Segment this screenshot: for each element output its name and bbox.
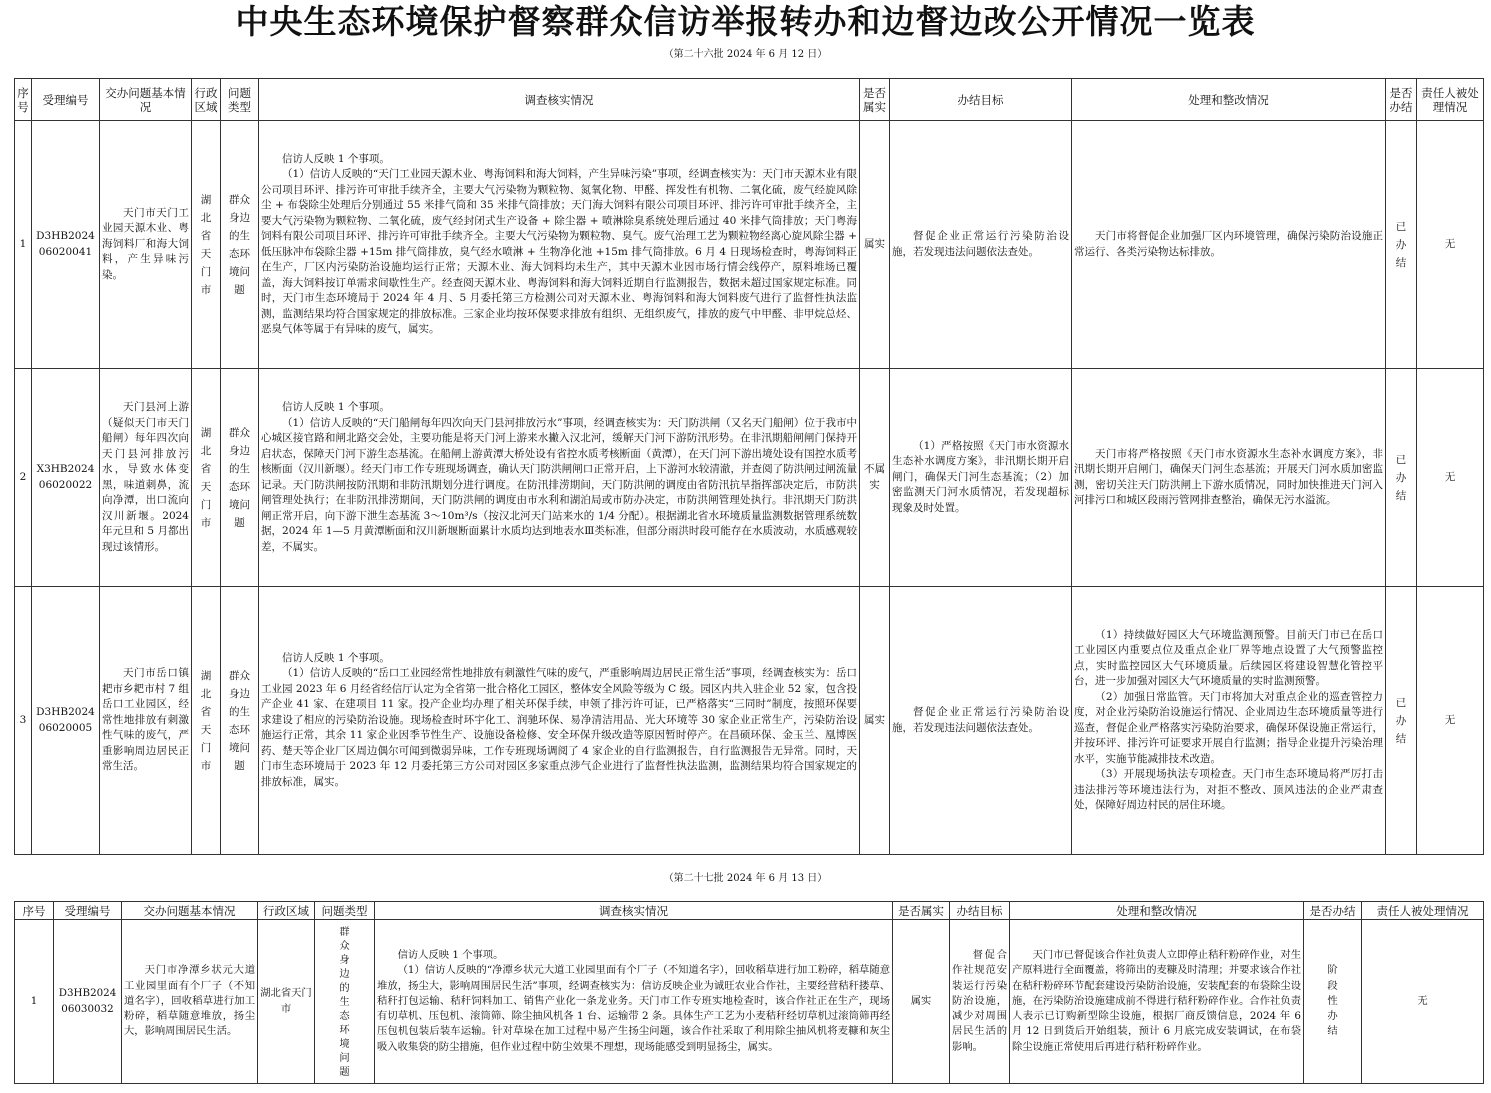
row-investigation xyxy=(259,369,860,587)
row-goal xyxy=(890,121,1072,369)
row-issue xyxy=(100,587,192,855)
batch-26-subtitle: （第二十六批 2024 年 6 月 12 日） xyxy=(663,49,828,60)
header-issue: 交办问题基本情况 xyxy=(100,79,192,121)
goal-text: 督促企业正常运行污染防治设施，若发现违法问题依法查处。 xyxy=(892,230,1069,258)
row-closed: 阶段性办结 xyxy=(1304,920,1362,1084)
header-verified: 是否属实 xyxy=(860,79,890,121)
row-goal xyxy=(890,587,1072,855)
row-goal xyxy=(950,920,1010,1084)
header-no: 序号 xyxy=(15,902,54,920)
investigation-para: （1）信访人反映的“天门工业园天源木业、粤海饲料和海大饲料，产生异味污染”事项，经调查核实为：天门市天源木业有限公司项目环评、排污许可审批手续齐全，主要大气污染物为颗粒物、氮氧化物、甲醛、挥发性有机物、二氧化硫，废气经旋风除尘 + 布袋除尘处理后分别通过 55 米排气筒和 35 米排气筒排放；天门海大饲料有限公司项目环评、排污许可审批手续齐全，主要大气污染物为颗粒物、二氧化硫，废气经封闭式生产设备 + 除尘器 + 喷淋除臭系统处理后通过 40 米排气筒排放；天门粤海饲料有限公司项目环评、排污许可审批手续齐全。主要大气污染物为颗粒物、臭气。废气治理工艺为颗粒物经离心旋风除尘器 + 低压脉冲布袋除尘器 +15m 排气筒排放，臭气经水喷淋 + 生物净化池 +15m 排气筒排放。6 月 4 日现场检查时，粤海饲料正在生产，厂区内污染防治设施均运行正常；天源木业、海大饲料均未生产，其中天源木业因市场行情会线停产，原料堆场已覆盖，海大饲料按订单需求间歇性生产。经查阅天源木业、粤海饲料和海大饲料近期自行监测报告，数据未超过国家规定标准。同时，天门市生态环境局于 2024 年 4 月、5 月委托第三方检测公司对天源木业、粤海饲料和海大饲料废气进行了监督性执法监测，监测结果均符合国家规定的排放标准。三家企业均按环保要求排放有组织、无组织废气，排放的废气中甲醛、非甲烷总烃、恶臭气体等属于有异味的废气，属实。 xyxy=(261,168,857,335)
header-region: 行政区域 xyxy=(258,902,315,920)
row-id: D3HB202406020005 xyxy=(32,587,100,855)
row-goal xyxy=(890,369,1072,587)
issue-text: 天门市天门工业园天源木业、粤海饲料厂和海大饲料，产生异味污染。 xyxy=(102,206,189,281)
handling-para: （3）开展现场执法专项检查。天门市生态环境局将严厉打击违法排污等环境违法行为，对拒不整改、顶风违法的企业严肃查处，保障好周边村民的居住环境。 xyxy=(1074,768,1383,811)
investigation-para: （1）信访人反映的“岳口工业园经常性地排放有刺激性气味的废气，严重影响周边居民正常生活”事项，经调查核实为：岳口工业园 2023 年 6 月经省经信厅认定为全省第一批合格化工园区，整体安全风险等级为 C 级。园区内共入驻企业 52 家，包含投产企业 41 家、在建项目 11 家。投产企业均办理了相关环保手续，申领了排污许可证，已严格落实“三同时”制度，按照环保要求建设了相应的污染防治设施。现场检查时环宇化工、润驰环保、易净清洁用品、光大环境等 30 家企业正常生产，污染防治设施运行正常，其余 11 家企业因季节性生产、设施设备检修、安全环保升级改造等原因暂时停产。在昌硕环保、金玉兰、凰博医药、楚天等企业厂区周边偶尔可闻到微弱异味，工作专班现场调阅了 4 家企业的自行监测报告，自行监测报告无异常。同时，天门市生态环境局于 2023 年 12 月委托第三方公司对园区多家重点涉气企业进行了监督性执法监测，监测结果均符合国家规定的排放标准，属实。 xyxy=(261,667,857,788)
header-type: 问题类型 xyxy=(221,79,259,121)
handling-para: （2）加强日常监管。天门市将加大对重点企业的巡查管控力度，对企业污染防治设施运行情况、企业周边生态环境质量等进行巡查，督促企业严格落实污染防治要求，确保环保设施正常运行，并按环评、排污许可证要求开展自行监测；指导企业提升污染治理水平，实施节能减排技术改造。 xyxy=(1074,690,1383,765)
investigation-para: （1）信访人反映的“净潭乡状元大道工业园里面有个厂子（不知道名字），回收稻草进行加工粉碎，稻草随意堆放，扬尘大，影响周围居民生活”事项，经调查核实为：信访反映企业为诚旺农业合作社，主要经营秸秆搂草、秸秆打包运输、秸秆饲料加工、销售产业化一条龙业务。天门市工作专班实地检查时，该合作社正在生产，现场有切草机、压包机、滚筒筛、除尘抽风机各 1 台、运输带 2 条。具体生产工艺为小麦秸秆经切草机过滚筒筛再经压包机包装后装车运输。针对草垛在加工过程中易产生扬尘问题，该合作社采取了利用除尘抽风机将麦糠和灰尘吸入收集袋的防尘措施，但作业过程中防尘效果不理想，现场能感受到明显扬尘，属实。 xyxy=(377,964,890,1053)
header-handling: 处理和整改情况 xyxy=(1010,902,1304,920)
table-row xyxy=(15,121,1484,369)
row-issue xyxy=(100,369,192,587)
header-no: 序号 xyxy=(15,79,32,121)
row-region: 湖北省天门市 xyxy=(192,121,221,369)
header-handling: 处理和整改情况 xyxy=(1072,79,1386,121)
batch-27-subtitle: （第二十七批 2024 年 6 月 13 日） xyxy=(663,873,828,884)
row-region: 湖北省天门市 xyxy=(192,369,221,587)
row-no: 1 xyxy=(15,920,54,1084)
row-no: 3 xyxy=(15,587,32,855)
header-goal: 办结目标 xyxy=(890,79,1072,121)
header-issue: 交办问题基本情况 xyxy=(122,902,258,920)
header-region: 行政区域 xyxy=(192,79,221,121)
header-id: 受理编号 xyxy=(32,79,100,121)
investigation-para: 信访人反映 1 个事项。 xyxy=(397,948,504,961)
handling-para: 天门市已督促该合作社负责人立即停止秸秆粉碎作业，对生产原料进行全面覆盖，将筛出的麦糠及时清理；并要求该合作社在秸秆粉碎环节配套建设污染防治设施，安装配套的布袋除尘设施，在污染防治设施建成前不得进行秸秆粉碎作业。合作社负责人表示已订购新型除尘设施，根据厂商反馈信息，2024 年 6 月 12 日到货后开始组装，预计 6 月底完成安装调试，在布袋除尘设施正常使用后再进行秸秆粉碎作业。 xyxy=(1012,948,1301,1053)
row-handling xyxy=(1010,920,1304,1084)
batch-26-table xyxy=(14,78,1484,855)
header-investigation: 调查核实情况 xyxy=(375,902,893,920)
goal-text: （1）严格按照《天门市水资源水生态补水调度方案》，非汛期长期开启闸门，确保天门河生态基流；（2）加密监测天门河水质情况，若发现超标现象及时处置。 xyxy=(892,439,1069,514)
row-no: 2 xyxy=(15,369,32,587)
table-row xyxy=(15,369,1484,587)
row-investigation xyxy=(259,587,860,855)
row-verified: 属实 xyxy=(860,587,890,855)
handling-para: （1）持续做好园区大气环境监测预警。目前天门市已在岳口工业园区内重要点位及重点企业厂界等地点设置了大气预警监控点，实时监控园区大气环境质量。后续园区将建设智慧化管控平台，进一步加强对园区大气环境质量的实时监测预警。 xyxy=(1074,628,1383,687)
header-id: 受理编号 xyxy=(54,902,122,920)
issue-text: 天门县河上游（疑似天门市天门船闸）每年四次向天门县河排放污水，导致水体变黑，味道刺鼻，流向净潭，出口流向汉川新堰。2024 年元旦和 5 月都出现过该情形。 xyxy=(102,401,189,553)
row-type: 群众身边的生态环境问题 xyxy=(221,369,259,587)
header-closed: 是否办结 xyxy=(1386,79,1417,121)
goal-text: 督促企业正常运行污染防治设施，若发现违法问题依法查处。 xyxy=(892,706,1069,734)
row-punish: 无 xyxy=(1417,369,1484,587)
header-punish: 责任人被处理情况 xyxy=(1362,902,1484,920)
goal-text: 督促合作社规范安装运行污染防治设施，减少对周围居民生活的影响。 xyxy=(952,948,1007,1053)
row-punish: 无 xyxy=(1362,920,1484,1084)
row-handling xyxy=(1072,369,1386,587)
row-handling xyxy=(1072,587,1386,855)
row-type: 群众身边的生态环境问题 xyxy=(221,587,259,855)
issue-text: 天门市岳口镇耙市乡耙市村 7 组岳口工业园区，经常性地排放有刺激性气味的废气，严重影响周边居民正常生活。 xyxy=(102,667,189,773)
header-closed: 是否办结 xyxy=(1304,902,1362,920)
investigation-para: （1）信访人反映的“天门船闸每年四次向天门县河排放污水”事项，经调查核实为：天门防洪闸（又名天门船闸）位于我市中心城区接官路和闸北路交会处，主要功能是将天门河上游来水撇入汉北河，缓解天门河下游防汛形势。在非汛期船闸闸门保持开启状态，保障天门河下游生态基流。在船闸上游黄潭大桥处设有省控水质考核断面（黄潭），在天门河下游出境处设有国控水质考核断面（汉川新堰）。经天门市工作专班现场调查，确认天门防洪闸闸口正常开启，上下游河水较清澈，并查阅了防洪闸过闸流量记录。天门防洪闸按防汛期和非防汛期划分进行调度。在防汛排涝期间，天门防洪闸的调度由省防汛抗旱指挥部决定后，市防洪闸管理处执行；在非防汛排涝期间，天门防洪闸的调度由市水利和湖泊局或市防办决定，市防洪闸管理处执行。非汛期天门防洪闸正常开启，向下游下泄生态基流 3～10m³/s（按汉北河天门站来水的 1/4 分配）。根据湖北省水环境质量监测数据管理系统数据，2024 年 1—5 月黄潭断面和汉川新堰断面累计水质均达到地表水Ⅲ类标准，但部分雨洪时段可能存在水质波动，水质感观较差，不属实。 xyxy=(261,416,857,553)
row-verified: 属实 xyxy=(860,121,890,369)
table-row xyxy=(15,920,1484,1084)
row-id: X3HB202406020022 xyxy=(32,369,100,587)
row-issue xyxy=(100,121,192,369)
header-type: 问题类型 xyxy=(315,902,375,920)
row-closed: 已办结 xyxy=(1386,369,1417,587)
handling-para: 天门市将严格按照《天门市水资源水生态补水调度方案》，非汛期长期开启闸门，确保天门河生态基流；开展天门河水质加密监测，密切关注天门防洪闸上下游水质情况，同时加快推进天门河入河排污口和城区段雨污管网排查整治，确保无污水溢流。 xyxy=(1074,447,1383,506)
page-title: 中央生态环境保护督察群众信访举报转办和边督边改公开情况一览表 xyxy=(235,2,1256,41)
handling-para: 天门市将督促企业加强厂区内环境管理，确保污染防治设施正常运行、各类污染物达标排放。 xyxy=(1074,230,1383,258)
table-header-row xyxy=(15,79,1484,121)
row-investigation xyxy=(375,920,893,1084)
row-punish: 无 xyxy=(1417,121,1484,369)
table-header-row xyxy=(15,902,1484,920)
batch-27-table xyxy=(14,901,1484,1084)
header-verified: 是否属实 xyxy=(893,902,950,920)
row-type: 群众身边的生态环境问题 xyxy=(221,121,259,369)
investigation-para: 信访人反映 1 个事项。 xyxy=(282,651,390,664)
investigation-para: 信访人反映 1 个事项。 xyxy=(282,401,390,413)
row-verified: 属实 xyxy=(893,920,950,1084)
header-investigation: 调查核实情况 xyxy=(259,79,860,121)
table-row xyxy=(15,587,1484,855)
row-id: D3HB202406020041 xyxy=(32,121,100,369)
row-region: 湖北省天门市 xyxy=(192,587,221,855)
row-issue xyxy=(122,920,258,1084)
row-id: D3HB202406030032 xyxy=(54,920,122,1084)
row-verified: 不属实 xyxy=(860,369,890,587)
row-no: 1 xyxy=(15,121,32,369)
issue-text: 天门市净潭乡状元大道工业园里面有个厂子（不知道名字），回收稻草进行加工粉碎，稻草随意堆放，扬尘大，影响周围居民生活。 xyxy=(124,964,255,1038)
row-closed: 已办结 xyxy=(1386,587,1417,855)
row-region: 湖北省天门市 xyxy=(258,920,315,1084)
header-goal: 办结目标 xyxy=(950,902,1010,920)
row-handling xyxy=(1072,121,1386,369)
row-type: 群众身边的生态环境问题 xyxy=(315,920,375,1084)
header-punish: 责任人被处理情况 xyxy=(1417,79,1484,121)
row-punish: 无 xyxy=(1417,587,1484,855)
row-closed: 已办结 xyxy=(1386,121,1417,369)
investigation-para: 信访人反映 1 个事项。 xyxy=(282,152,390,165)
row-investigation xyxy=(259,121,860,369)
